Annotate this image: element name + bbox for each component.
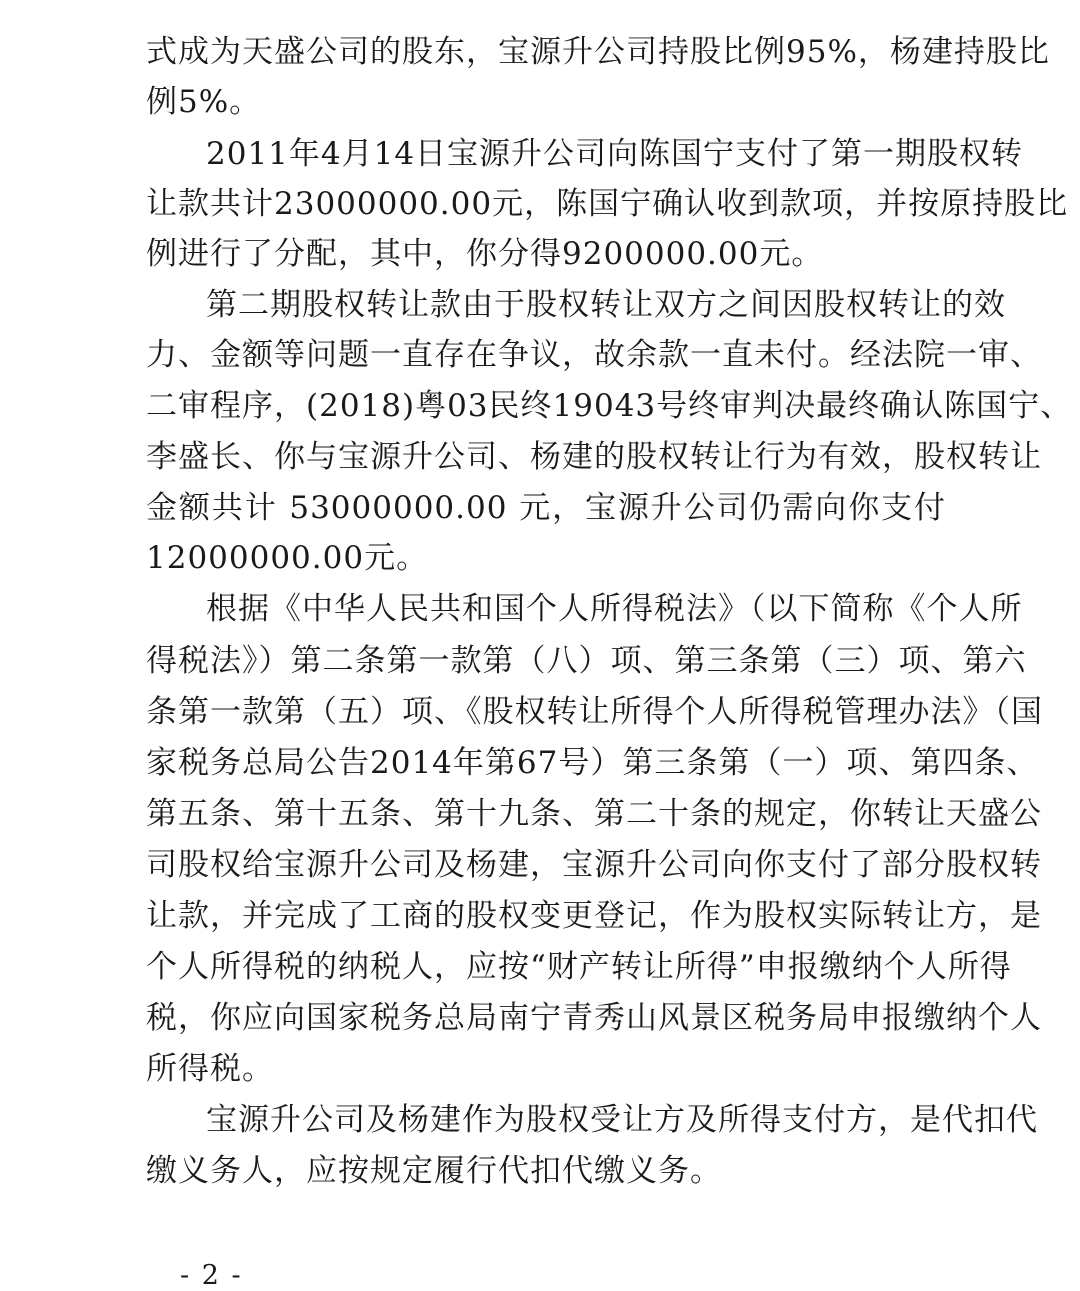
text-line: 式成为天盛公司的股东，宝源升公司持股比例95%，杨建持股比 xyxy=(146,34,1050,70)
text-line: 司股权给宝源升公司及杨建，宝源升公司向你支付了部分股权转 xyxy=(146,847,1042,883)
text-line: 例5%。 xyxy=(146,84,262,120)
text-line: 力、金额等问题一直存在争议，故余款一直未付。经法院一审、 xyxy=(146,337,1042,373)
text-line: 宝源升公司及杨建作为股权受让方及所得支付方，是代扣代 xyxy=(206,1102,1038,1138)
text-line: 2011年4月14日宝源升公司向陈国宁支付了第一期股权转 xyxy=(206,136,1024,172)
text-line: 根据《中华人民共和国个人所得税法》（以下简称《个人所 xyxy=(206,591,1023,627)
text-line: 让款共计23000000.00元，陈国宁确认收到款项，并按原持股比 xyxy=(146,186,1069,222)
text-line: 第五条、第十五条、第十九条、第二十条的规定，你转让天盛公 xyxy=(146,796,1042,832)
text-line: 所得税。 xyxy=(146,1051,274,1087)
text-line: 12000000.00元。 xyxy=(146,540,429,576)
page-number: - 2 - xyxy=(180,1260,243,1291)
text-line: 税，你应向国家税务总局南宁青秀山风景区税务局申报缴纳个人 xyxy=(146,1000,1042,1036)
text-line: 家税务总局公告2014年第67号）第三条第（一）项、第四条、 xyxy=(146,745,1039,781)
text-line: 缴义务人，应按规定履行代扣代缴义务。 xyxy=(146,1153,722,1189)
text-line: 例进行了分配，其中，你分得9200000.00元。 xyxy=(146,236,824,272)
text-line: 金额共计 53000000.00 元，宝源升公司仍需向你支付 xyxy=(146,490,946,526)
text-line: 第二期股权转让款由于股权转让双方之间因股权转让的效 xyxy=(206,287,1006,323)
text-line: 二审程序，(2018)粤03民终19043号终审判决最终确认陈国宁、 xyxy=(146,388,1073,424)
text-line: 得税法》）第二条第一款第（八）项、第三条第（三）项、第六 xyxy=(146,643,1027,679)
text-line: 让款，并完成了工商的股权变更登记，作为股权实际转让方，是 xyxy=(146,898,1042,934)
text-line: 个人所得税的纳税人，应按“财产转让所得”申报缴纳个人所得 xyxy=(146,949,1012,985)
text-line: 条第一款第（五）项、《股权转让所得个人所得税管理办法》（国 xyxy=(146,694,1043,730)
text-line: 李盛长、你与宝源升公司、杨建的股权转让行为有效，股权转让 xyxy=(146,439,1042,475)
